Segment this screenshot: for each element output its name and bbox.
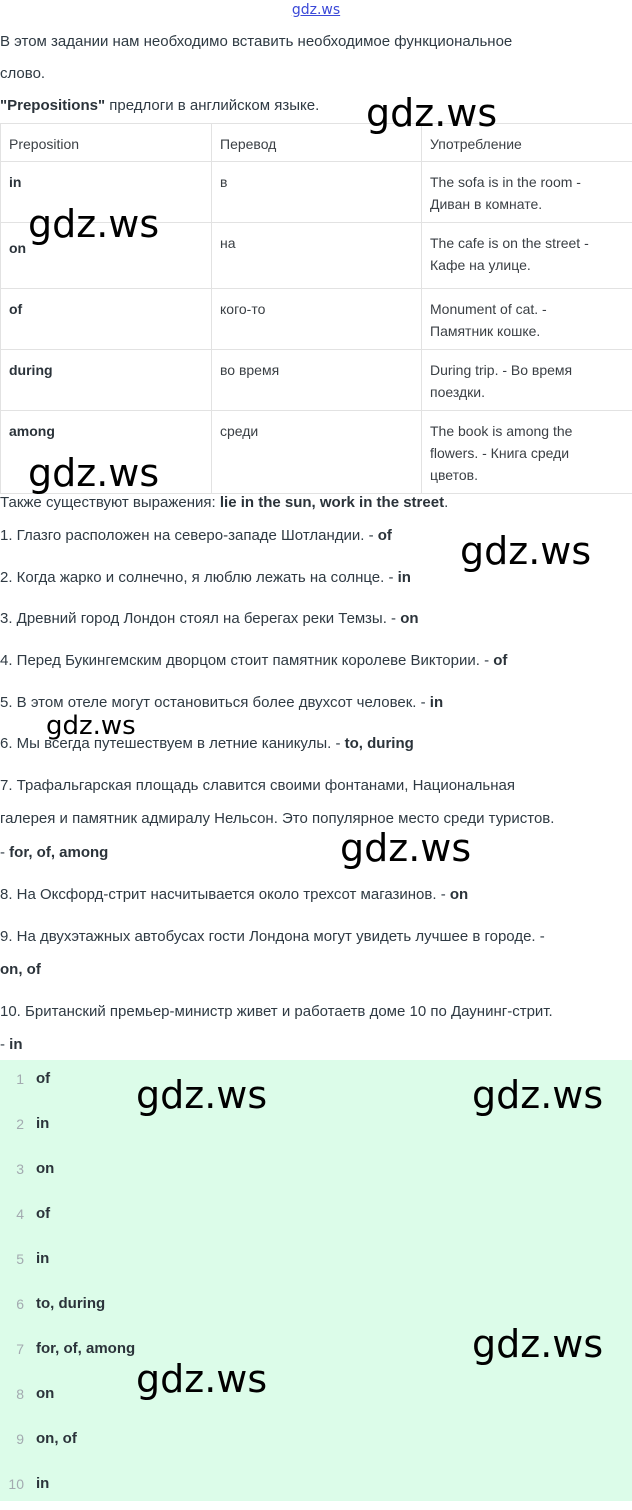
translation-cell: среди bbox=[212, 411, 422, 494]
watermark: gdz.ws bbox=[136, 1360, 267, 1398]
site-link[interactable]: gdz.ws bbox=[0, 2, 632, 18]
answer-row bbox=[0, 1195, 632, 1240]
usage-line: Кафе на улице. bbox=[430, 254, 624, 276]
sentence-7-line-2: галерея и памятник адмиралу Нельсон. Это популярное место среди туристов. bbox=[0, 809, 554, 829]
answer-number: 1 bbox=[8, 1071, 24, 1087]
sentence-text: 3. Древний город Лондон стоял на берегах реки Темзы. - bbox=[0, 610, 400, 627]
sentence-10-line-2 bbox=[0, 1035, 23, 1055]
answer-row bbox=[0, 1420, 632, 1465]
preposition-cell: on bbox=[1, 223, 212, 289]
answer-row bbox=[0, 1240, 632, 1285]
answer-value: in bbox=[36, 1475, 49, 1492]
usage-cell bbox=[422, 162, 632, 223]
expressions-line bbox=[0, 493, 448, 513]
usage-line: Диван в комнате. bbox=[430, 193, 624, 215]
prepositions-title-bold: "Prepositions" bbox=[0, 97, 105, 114]
sentence-answer: in bbox=[398, 569, 411, 586]
answer-number: 4 bbox=[8, 1206, 24, 1222]
answer-number: 3 bbox=[8, 1161, 24, 1177]
usage-cell bbox=[422, 223, 632, 289]
usage-line: поездки. bbox=[430, 381, 624, 403]
expressions-bold: lie in the sun, work in the street bbox=[220, 494, 444, 511]
sentence-answer: to, during bbox=[345, 735, 414, 752]
answer-value: on bbox=[36, 1160, 54, 1177]
sentence-4 bbox=[0, 651, 507, 671]
preposition-cell: of bbox=[1, 289, 212, 350]
translation-cell: на bbox=[212, 223, 422, 289]
prepositions-title bbox=[0, 96, 319, 116]
sentence-answer: of bbox=[378, 527, 392, 544]
answer-number: 2 bbox=[8, 1116, 24, 1132]
answer-row bbox=[0, 1375, 632, 1420]
sentence-answer: for, of, among bbox=[9, 844, 108, 861]
preposition-cell: during bbox=[1, 350, 212, 411]
usage-line: The sofa is in the room - bbox=[430, 171, 624, 193]
watermark: gdz.ws bbox=[340, 829, 471, 867]
sentence-text: 6. Мы всегда путешествуем в летние каникулы. - bbox=[0, 735, 345, 752]
prepositions-title-rest: предлоги в английском языке. bbox=[105, 97, 319, 114]
answer-value: for, of, among bbox=[36, 1340, 135, 1357]
table-row bbox=[1, 350, 632, 411]
usage-line: During trip. - Во время bbox=[430, 359, 624, 381]
preposition-cell: among bbox=[1, 411, 212, 494]
answer-row bbox=[0, 1465, 632, 1510]
usage-cell bbox=[422, 350, 632, 411]
answer-number: 9 bbox=[8, 1431, 24, 1447]
sentence-answer: in bbox=[430, 694, 443, 711]
table-row bbox=[1, 289, 632, 350]
sentence-9-line-2 bbox=[0, 960, 41, 980]
table-header-cell: Перевод bbox=[212, 124, 422, 162]
watermark: gdz.ws bbox=[46, 713, 136, 739]
answer-value: on, of bbox=[36, 1430, 77, 1447]
usage-line: цветов. bbox=[430, 464, 624, 486]
usage-line: flowers. - Книга среди bbox=[430, 442, 624, 464]
answers-block bbox=[0, 1060, 632, 1501]
sentence-text: 5. В этом отеле могут остановиться более двухсот человек. - bbox=[0, 694, 430, 711]
sentence-text: 4. Перед Букингемским дворцом стоит памятник королеве Виктории. - bbox=[0, 652, 493, 669]
usage-line: The book is among the bbox=[430, 420, 624, 442]
sentence-text: 1. Глазго расположен на северо-западе Шотландии. - bbox=[0, 527, 378, 544]
usage-cell bbox=[422, 411, 632, 494]
answer-number: 7 bbox=[8, 1341, 24, 1357]
watermark: gdz.ws bbox=[472, 1325, 603, 1363]
translation-cell: во время bbox=[212, 350, 422, 411]
usage-line: The cafe is on the street - bbox=[430, 232, 624, 254]
table-header-cell: Употребление bbox=[422, 124, 632, 162]
sentence-7-line-3 bbox=[0, 843, 108, 863]
translation-cell: в bbox=[212, 162, 422, 223]
sentence-7-line-1: 7. Трафальгарская площадь славится своими фонтанами, Национальная bbox=[0, 776, 515, 796]
sentence-5 bbox=[0, 693, 443, 713]
sentence-text: - bbox=[0, 1036, 9, 1053]
watermark: gdz.ws bbox=[28, 454, 159, 492]
expressions-prefix: Также существуют выражения: bbox=[0, 494, 220, 511]
usage-cell bbox=[422, 289, 632, 350]
sentence-10-line-1: 10. Британский премьер-министр живет и работаетв доме 10 по Даунинг-стрит. bbox=[0, 1002, 553, 1022]
sentence-text: 8. На Оксфорд-стрит насчитывается около трехсот магазинов. - bbox=[0, 886, 450, 903]
sentence-3 bbox=[0, 609, 419, 629]
answer-number: 6 bbox=[8, 1296, 24, 1312]
preposition-cell: in bbox=[1, 162, 212, 223]
sentence-text: - bbox=[0, 844, 9, 861]
sentence-8 bbox=[0, 885, 468, 905]
intro-line-1: В этом задании нам необходимо вставить необходимое функциональное bbox=[0, 32, 512, 52]
prepositions-table bbox=[0, 123, 632, 494]
watermark: gdz.ws bbox=[28, 205, 159, 243]
intro-line-2: слово. bbox=[0, 64, 45, 84]
sentence-2 bbox=[0, 568, 411, 588]
answer-value: in bbox=[36, 1115, 49, 1132]
sentence-text: 2. Когда жарко и солнечно, я люблю лежать на солнце. - bbox=[0, 569, 398, 586]
usage-line: Памятник кошке. bbox=[430, 320, 624, 342]
answer-value: to, during bbox=[36, 1295, 105, 1312]
watermark: gdz.ws bbox=[460, 532, 591, 570]
watermark: gdz.ws bbox=[366, 94, 497, 132]
sentence-answer: on, of bbox=[0, 961, 41, 978]
table-header-row bbox=[1, 124, 632, 162]
answer-value: on bbox=[36, 1385, 54, 1402]
usage-line: Monument of cat. - bbox=[430, 298, 624, 320]
translation-cell: кого-то bbox=[212, 289, 422, 350]
sentence-answer: in bbox=[9, 1036, 22, 1053]
answer-row bbox=[0, 1150, 632, 1195]
sentence-answer: on bbox=[450, 886, 468, 903]
sentence-answer: of bbox=[493, 652, 507, 669]
watermark: gdz.ws bbox=[136, 1076, 267, 1114]
answer-value: of bbox=[36, 1205, 50, 1222]
watermark: gdz.ws bbox=[472, 1076, 603, 1114]
answer-number: 10 bbox=[8, 1476, 24, 1492]
sentence-answer: on bbox=[400, 610, 418, 627]
sentence-9-line-1: 9. На двухэтажных автобусах гости Лондона могут увидеть лучшее в городе. - bbox=[0, 927, 545, 947]
answer-number: 8 bbox=[8, 1386, 24, 1402]
answer-number: 5 bbox=[8, 1251, 24, 1267]
expressions-suffix: . bbox=[444, 494, 448, 511]
answer-value: of bbox=[36, 1070, 50, 1087]
sentence-1 bbox=[0, 526, 392, 546]
table-header-cell: Preposition bbox=[1, 124, 212, 162]
answer-value: in bbox=[36, 1250, 49, 1267]
